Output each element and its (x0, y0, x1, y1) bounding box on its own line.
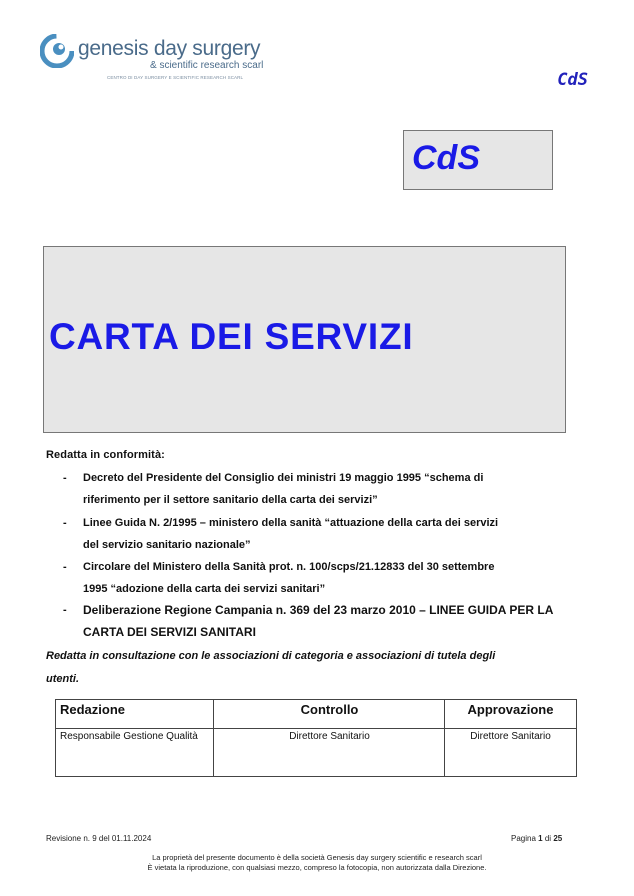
logo-tagline: CENTRO DI DAY SURGERY E SCIENTIFIC RESEARCH SCARL (107, 75, 244, 80)
table-column (214, 700, 445, 776)
logo-subtitle: & scientific research scarl (150, 60, 264, 71)
approval-table (55, 699, 577, 777)
logo-swirl-icon (40, 34, 74, 68)
document-title: CARTA DEI SERVIZI (49, 316, 414, 357)
legal-notice-line: È vietata la riproduzione, con qualsiasi mezzo, compreso la fotocopia, non autorizzata dalla Direzione. (147, 863, 487, 872)
document-code-box (403, 130, 553, 190)
table-cell-redazione: Responsabile Gestione Qualità (60, 731, 198, 742)
table-cell-approvazione: Direttore Sanitario (470, 731, 551, 742)
conformity-item-line: Circolare del Ministero della Sanità prot. n. 100/scps/21.12833 del 30 settembre (83, 561, 495, 573)
legal-notice-line: La proprietà del presente documento è della società Genesis day surgery scientific e research scarl (152, 853, 482, 862)
page-number: Pagina 1 di 25 (511, 834, 563, 843)
table-column (445, 700, 576, 776)
consultation-note (46, 645, 586, 691)
revision-info: Revisione n. 9 del 01.11.2024 (46, 834, 152, 843)
table-divider (56, 728, 576, 729)
conformity-item-line: Decreto del Presidente del Consiglio dei ministri 19 maggio 1995 “schema di (83, 472, 484, 484)
table-header-controllo: Controllo (300, 702, 359, 717)
consultation-line: Redatta in consultazione con le associazioni di categoria e associazioni di tutela degli (46, 650, 496, 662)
table-header-redazione: Redazione (60, 702, 126, 717)
company-logo (40, 32, 264, 84)
conformity-item-line: riferimento per il settore sanitario della carta dei servizi” (83, 494, 378, 506)
conformity-item-line: 1995 “adozione della carta dei servizi sanitari” (83, 583, 326, 595)
conformity-item-line: Deliberazione Regione Campania n. 369 del 23 marzo 2010 – LINEE GUIDA PER LA (83, 603, 554, 617)
logo-title: genesis day surgery (78, 37, 261, 60)
header-document-code: CdS (557, 70, 588, 90)
conformity-item-line: del servizio sanitario nazionale” (83, 539, 251, 551)
consultation-line: utenti. (46, 673, 79, 685)
conformity-item-line: CARTA DEI SERVIZI SANITARI (83, 625, 256, 639)
table-header-approvazione: Approvazione (467, 702, 554, 717)
title-box (43, 246, 566, 433)
table-cell-controllo: Direttore Sanitario (289, 731, 370, 742)
table-column (56, 700, 214, 776)
document-code-label: CdS (412, 139, 480, 177)
conformity-heading: Redatta in conformità: (46, 449, 165, 461)
conformity-item-line: Linee Guida N. 2/1995 – ministero della sanità “attuazione della carta dei servizi (83, 517, 499, 529)
